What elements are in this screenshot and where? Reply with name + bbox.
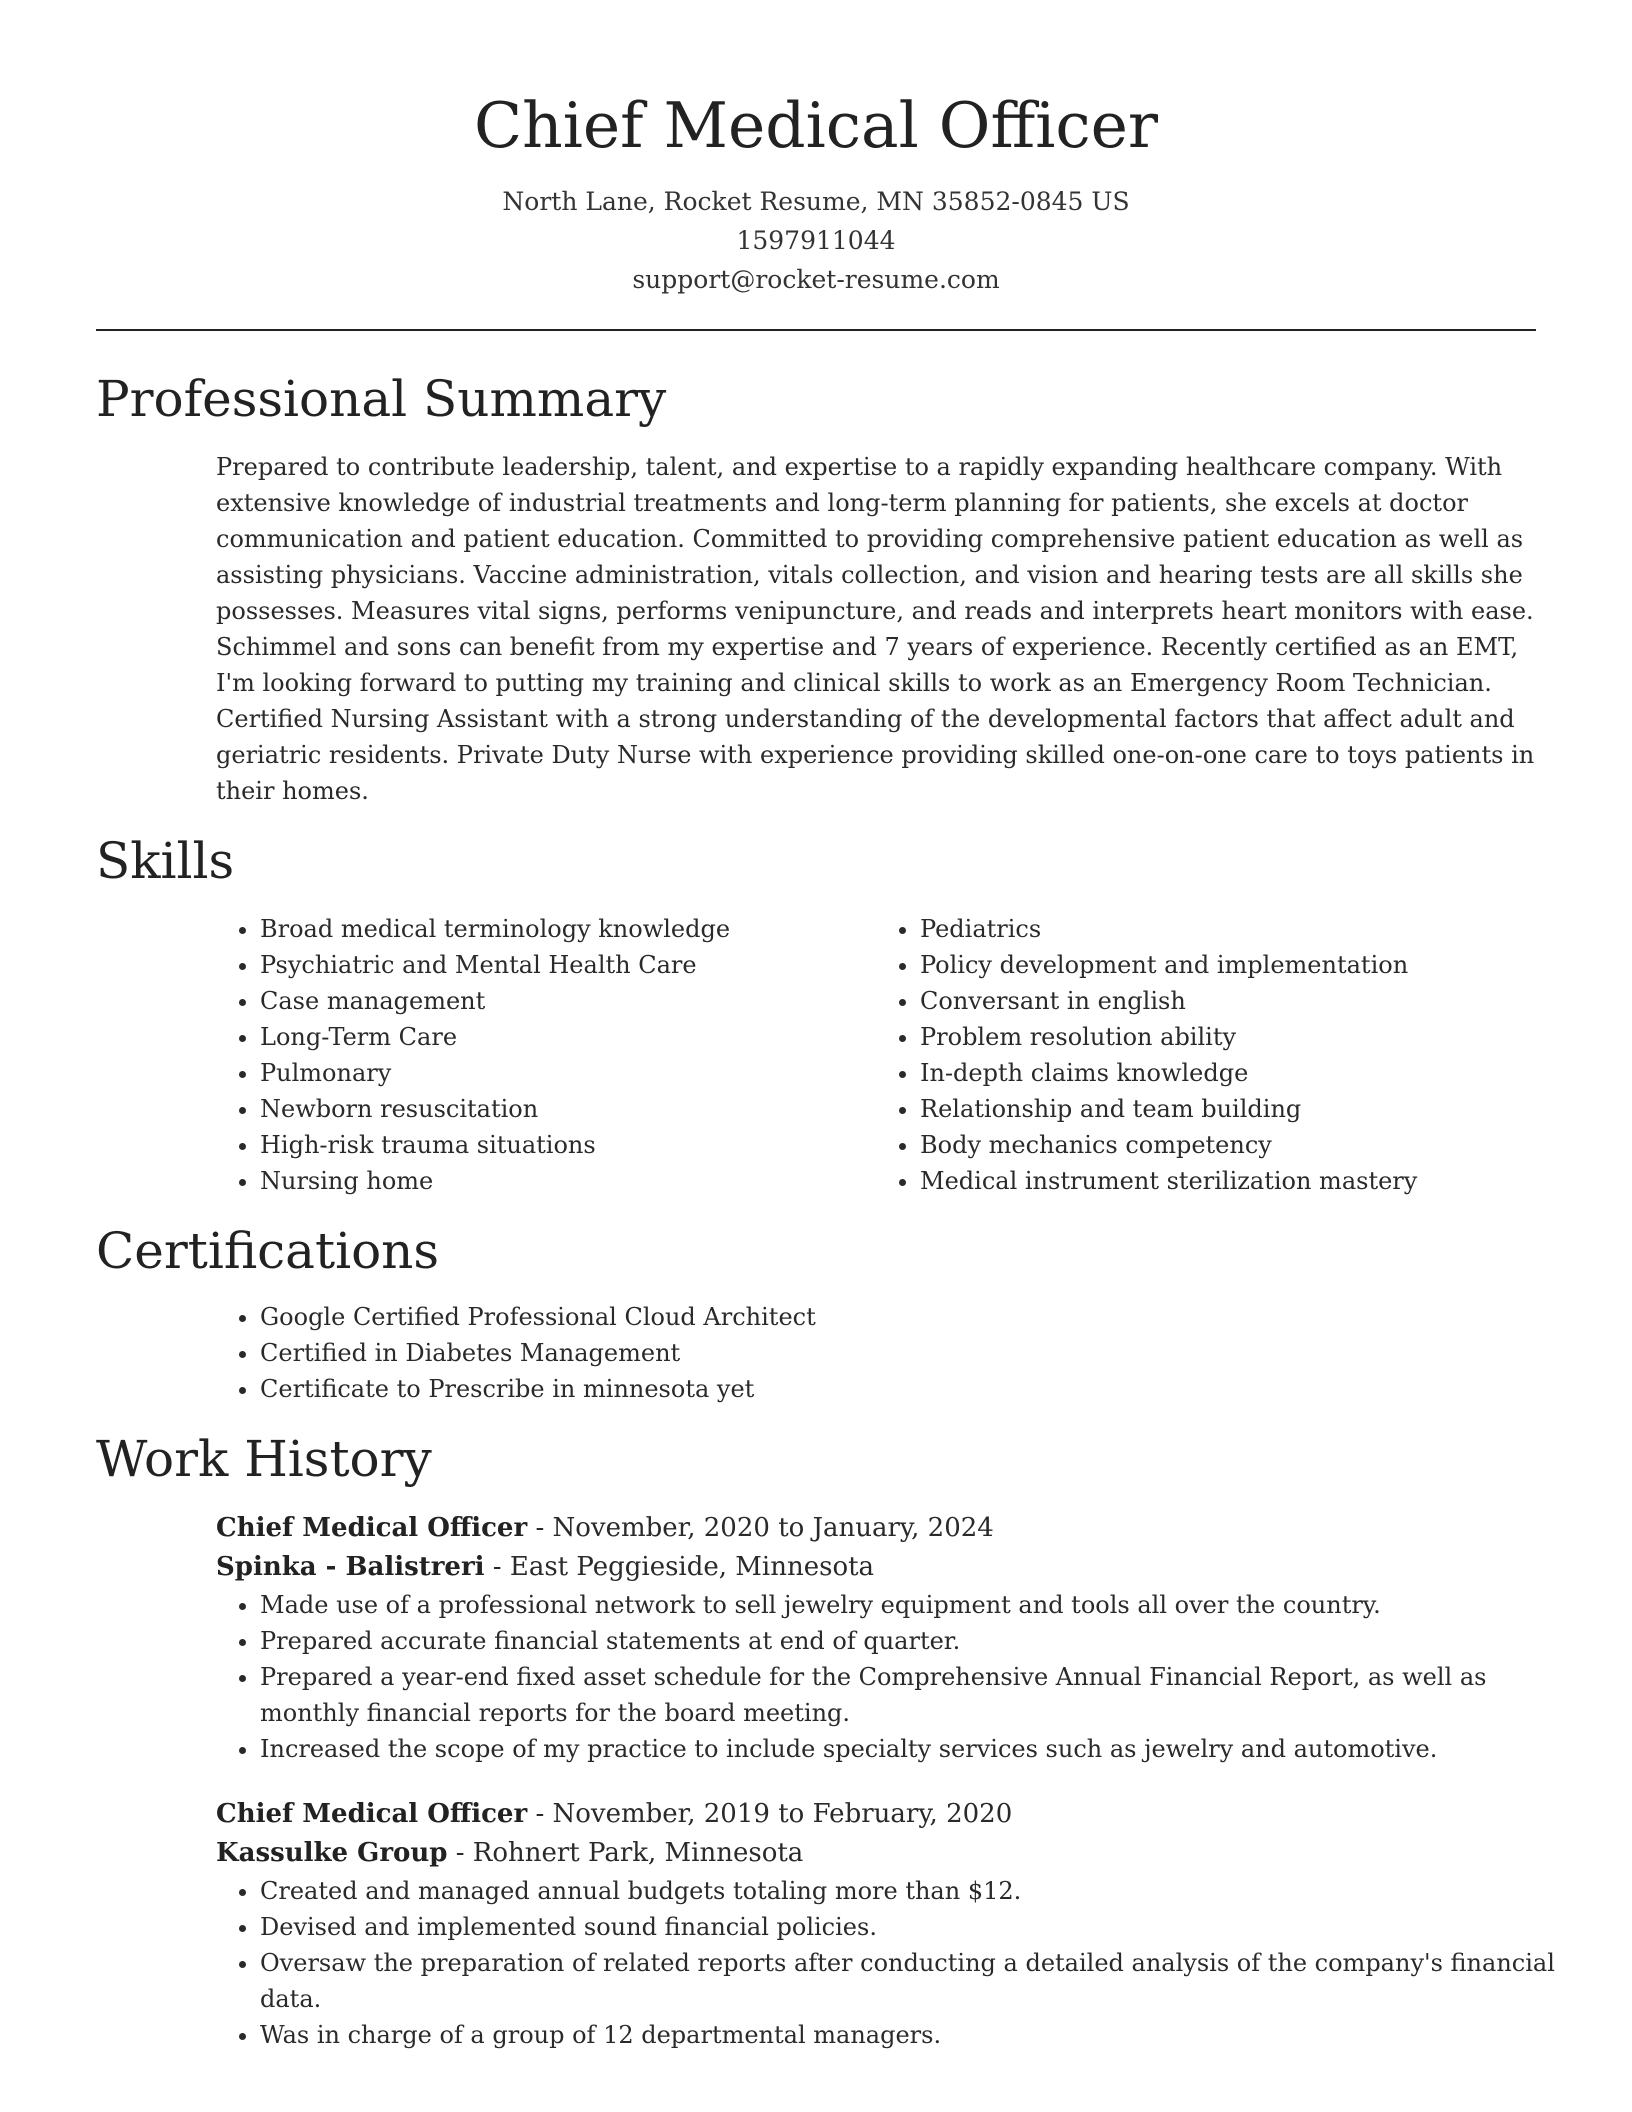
skill-item: • Psychiatric and Mental Health Care	[260, 947, 876, 983]
summary-section	[216, 449, 1536, 809]
job-title-line	[216, 1795, 1536, 1834]
skills-list-left	[216, 911, 876, 1199]
skill-item: • Medical instrument sterilization mastery	[920, 1163, 1536, 1199]
work-history-section	[216, 1509, 1555, 2053]
job-role: Chief Medical Officer	[216, 1799, 528, 1829]
skill-item: • Pediatrics	[920, 911, 1536, 947]
job-entry	[216, 1795, 1555, 2053]
job-bullet: • Created and managed annual budgets totaling more than $12.	[260, 1873, 1570, 1909]
job-company: Spinka - Balistreri	[216, 1552, 485, 1582]
certifications-section	[216, 1299, 1536, 1407]
contact-email: support@rocket-resume.com	[632, 265, 1000, 294]
skill-item: • Body mechanics competency	[920, 1127, 1536, 1163]
job-company-line	[216, 1548, 1536, 1587]
contact-address: North Lane, Rocket Resume, MN 35852-0845 US	[502, 187, 1130, 216]
skills-section	[216, 911, 1536, 1199]
job-dates: - November, 2019 to February, 2020	[527, 1799, 1013, 1829]
skill-item: • Policy development and implementation	[920, 947, 1536, 983]
certification-item: • Certified in Diabetes Management	[260, 1335, 1536, 1371]
resume-page	[96, 0, 1555, 2053]
certifications-list	[216, 1299, 1536, 1407]
skill-item: • In-depth claims knowledge	[920, 1055, 1536, 1091]
job-dates: - November, 2020 to January, 2024	[527, 1513, 994, 1543]
job-bullet-list	[216, 1873, 1570, 2053]
job-title-line	[216, 1509, 1536, 1548]
skill-item: • Case management	[260, 983, 876, 1019]
job-bullet: • Prepared a year-end fixed asset schedule for the Comprehensive Annual Financial Report, as well as monthly financial reports for the board meeting.	[260, 1659, 1570, 1731]
header-divider	[96, 329, 1536, 331]
skill-item: • Newborn resuscitation	[260, 1091, 876, 1127]
resume-name: Chief Medical Officer	[473, 89, 1159, 162]
skill-item: • Relationship and team building	[920, 1091, 1536, 1127]
job-bullet: • Devised and implemented sound financial policies.	[260, 1909, 1570, 1945]
job-bullet: • Oversaw the preparation of related reports after conducting a detailed analysis of the company's financial data.	[260, 1945, 1570, 2017]
contact-block	[96, 182, 1536, 299]
skills-heading: Skills	[96, 832, 235, 890]
contact-phone: 1597911044	[736, 226, 896, 255]
skill-item: • Long-Term Care	[260, 1019, 876, 1055]
job-bullet: • Made use of a professional network to sell jewelry equipment and tools all over the country.	[260, 1587, 1570, 1623]
job-bullet: • Increased the scope of my practice to include specialty services such as jewelry and automotive.	[260, 1731, 1570, 1767]
job-entry	[216, 1509, 1536, 1767]
certification-item: • Certificate to Prescribe in minnesota yet	[260, 1371, 1536, 1407]
summary-text: Prepared to contribute leadership, talent, and expertise to a rapidly expanding healthcare company. With extensive knowledge of industrial treatments and long-term planning for patients, she excels at doctor communication and patient education. Committed to providing comprehensive patient education as well as assisting physicians. Vaccine administration, vitals collection, and vision and hearing tests are all skills she possesses. Measures vital signs, performs venipuncture, and reads and interprets heart monitors with ease. Schimmel and sons can benefit from my expertise and 7 years of experience. Recently certified as an EMT, I'm looking forward to putting my training and clinical skills to work as an Emergency Room Technician. Certified Nursing Assistant with a strong understanding of the developmental factors that affect adult and geriatric residents. Private Duty Nurse with experience providing skilled one-on-one care to toys patients in their homes.	[216, 453, 1535, 805]
skill-item: • Nursing home	[260, 1163, 876, 1199]
resume-header	[96, 0, 1536, 299]
summary-heading: Professional Summary	[96, 370, 667, 428]
job-bullet: • Prepared accurate financial statements at end of quarter.	[260, 1623, 1570, 1659]
skill-item: • High-risk trauma situations	[260, 1127, 876, 1163]
job-company: Kassulke Group	[216, 1838, 448, 1868]
skill-item: • Problem resolution ability	[920, 1019, 1536, 1055]
certification-item: • Google Certified Professional Cloud Architect	[260, 1299, 1536, 1335]
job-company-line	[216, 1834, 1536, 1873]
work-history-heading: Work History	[96, 1430, 432, 1488]
job-bullet: • Was in charge of a group of 12 departmental managers.	[260, 2017, 1570, 2053]
job-location: - Rohnert Park, Minnesota	[447, 1838, 804, 1868]
job-location: - East Peggieside, Minnesota	[484, 1552, 875, 1582]
skills-list-right	[876, 911, 1536, 1199]
certifications-heading: Certifications	[96, 1222, 440, 1280]
skill-item: • Pulmonary	[260, 1055, 876, 1091]
skill-item: • Conversant in english	[920, 983, 1536, 1019]
job-bullet-list	[216, 1587, 1570, 1767]
skill-item: • Broad medical terminology knowledge	[260, 911, 876, 947]
job-role: Chief Medical Officer	[216, 1513, 528, 1543]
